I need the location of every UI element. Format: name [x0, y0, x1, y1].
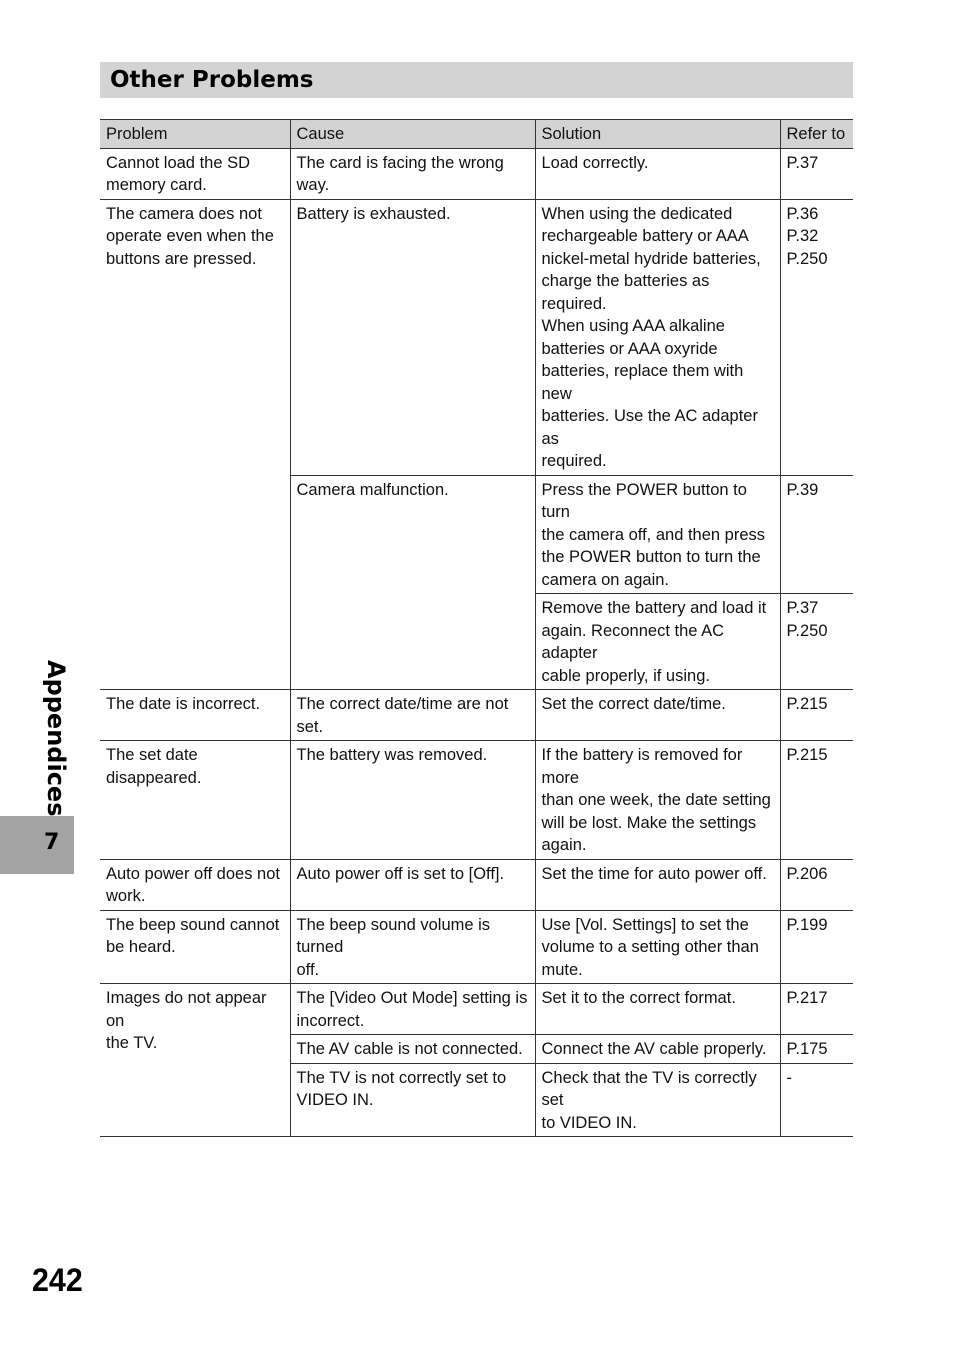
problem-cell: Cannot load the SD memory card. [100, 148, 290, 199]
solution-cell: Connect the AV cable properly. [535, 1035, 780, 1064]
refer-cell: P.199 [780, 910, 853, 984]
solution-cell: Check that the TV is correctly set to VIDEO IN. [535, 1063, 780, 1137]
refer-cell: P.37 P.250 [780, 594, 853, 690]
solution-cell: Remove the battery and load it again. Reconnect the AC adapter cable properly, if using. [535, 594, 780, 690]
solution-cell: Load correctly. [535, 148, 780, 199]
table-row [100, 690, 853, 741]
refer-cell: P.37 [780, 148, 853, 199]
troubleshooting-table [100, 119, 853, 1137]
solution-cell: Set the time for auto power off. [535, 859, 780, 910]
cause-cell: The card is facing the wrong way. [290, 148, 535, 199]
solution-cell: Press the POWER button to turn the camera off, and then press the POWER button to turn the camera on again. [535, 475, 780, 594]
problem-cell: Auto power off does not work. [100, 859, 290, 910]
header-refer: Refer to [780, 120, 853, 149]
cause-cell: The correct date/time are not set. [290, 690, 535, 741]
refer-cell: P.215 [780, 741, 853, 860]
problem-cell: The beep sound cannot be heard. [100, 910, 290, 984]
table-row [100, 859, 853, 910]
chapter-tab-label: Appendices [42, 660, 70, 817]
refer-cell: P.39 [780, 475, 853, 594]
refer-cell: P.217 [780, 984, 853, 1035]
solution-cell: Use [Vol. Settings] to set the volume to a setting other than mute. [535, 910, 780, 984]
header-problem: Problem [100, 120, 290, 149]
cause-cell: Camera malfunction. [290, 475, 535, 690]
cause-cell: The TV is not correctly set to VIDEO IN. [290, 1063, 535, 1137]
refer-cell: P.175 [780, 1035, 853, 1064]
solution-cell: When using the dedicated rechargeable battery or AAA nickel-metal hydride batteries, charge the batteries as required. When using AAA alkaline batteries or AAA oxyride batteries, replace them with new batteries. Use the AC adapter as required. [535, 199, 780, 475]
refer-cell: P.206 [780, 859, 853, 910]
cause-cell: The beep sound volume is turned off. [290, 910, 535, 984]
problem-cell: The set date disappeared. [100, 741, 290, 860]
section-title: Other Problems [110, 67, 314, 93]
cause-cell: Auto power off is set to [Off]. [290, 859, 535, 910]
header-cause: Cause [290, 120, 535, 149]
header-solution: Solution [535, 120, 780, 149]
problem-cell: The date is incorrect. [100, 690, 290, 741]
table-row [100, 148, 853, 199]
section-header-bar [100, 62, 853, 98]
solution-cell: Set it to the correct format. [535, 984, 780, 1035]
chapter-tab [0, 816, 74, 874]
chapter-number: 7 [44, 830, 60, 855]
cause-cell: Battery is exhausted. [290, 199, 535, 475]
refer-cell: - [780, 1063, 853, 1137]
page-number: 242 [32, 1262, 83, 1298]
cause-cell: The AV cable is not connected. [290, 1035, 535, 1064]
refer-cell: P.215 [780, 690, 853, 741]
cause-cell: The battery was removed. [290, 741, 535, 860]
problem-cell: Images do not appear on the TV. [100, 984, 290, 1137]
table-header-row [100, 120, 853, 149]
table-row [100, 741, 853, 860]
solution-cell: If the battery is removed for more than one week, the date setting will be lost. Make the settings again. [535, 741, 780, 860]
problem-cell: The camera does not operate even when the buttons are pressed. [100, 199, 290, 690]
solution-cell: Set the correct date/time. [535, 690, 780, 741]
cause-cell: The [Video Out Mode] setting is incorrect. [290, 984, 535, 1035]
table-row [100, 199, 853, 475]
table-row [100, 984, 853, 1035]
table-row [100, 910, 853, 984]
refer-cell: P.36 P.32 P.250 [780, 199, 853, 475]
